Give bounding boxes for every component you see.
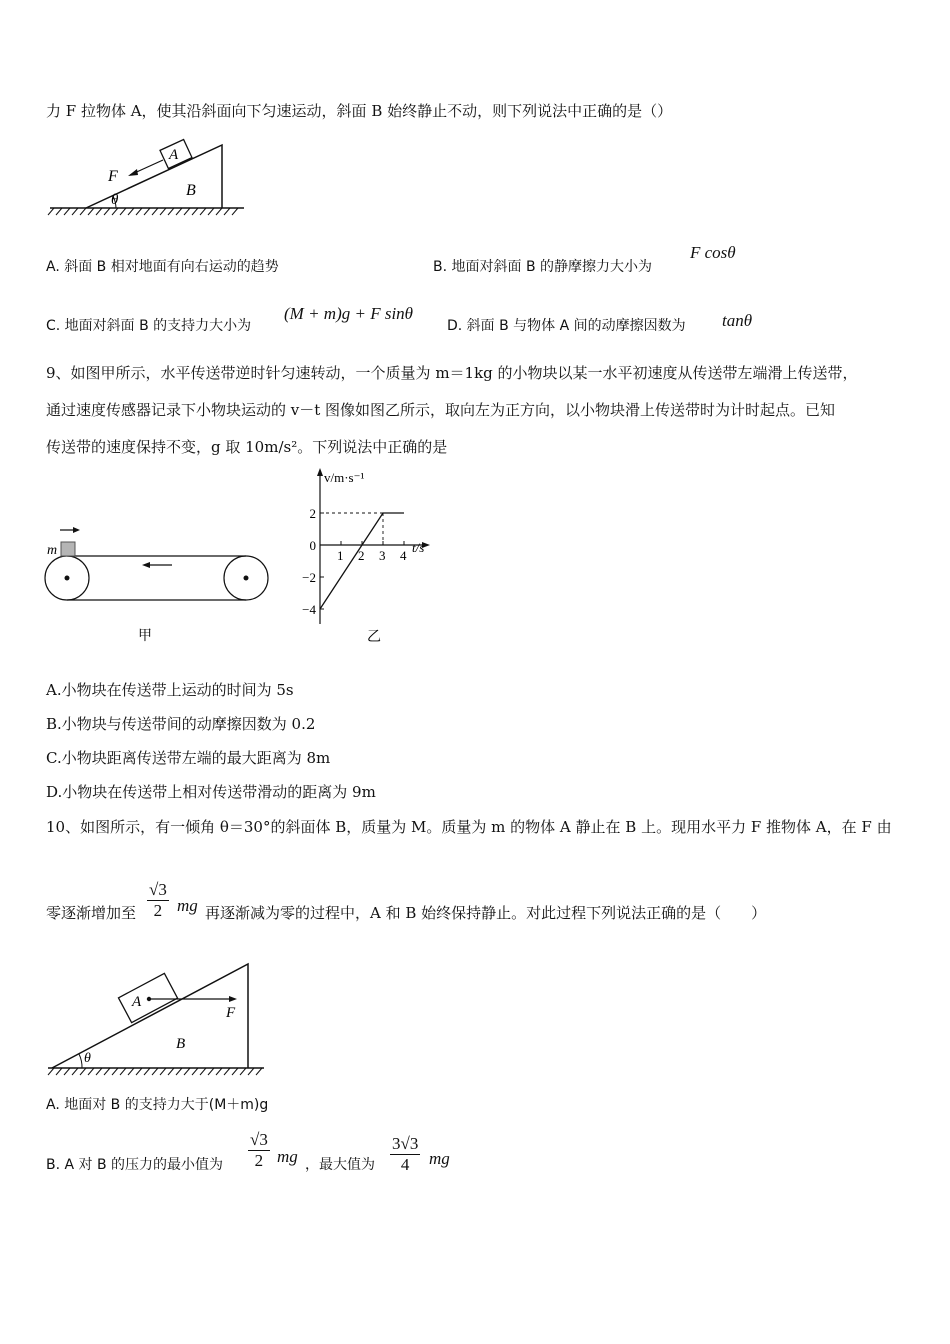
q10-option-b-max-mg: mg [429,1149,450,1168]
q10-stem-line2a: 零逐渐增加至 [46,904,137,922]
q8-option-c: C. 地面对斜面 B 的支持力大小为 [46,318,252,334]
q10-label-b: B [176,1036,186,1052]
q9-stem-line3: 传送带的速度保持不变，g 取 10m/s²。下列说法中正确的是 [46,438,448,456]
fig-jia-label: 甲 [138,629,152,644]
q9-option-b: B.小物块与传送带间的动摩擦因数为 0.2 [46,715,316,733]
fraction-numerator: √3 [149,880,167,899]
q10-fraction-sqrt3-over-2 [147,880,169,921]
q10-option-b-min-fraction [248,1130,270,1171]
q10-mg: mg [177,896,198,915]
q8-label-b: B [186,182,196,199]
q10-label-theta: θ [84,1051,91,1066]
vt-y-tick-label: 2 [309,506,316,521]
q10-option-b-mid: ，最大值为 [305,1157,375,1173]
q8-label-f: F [108,168,118,185]
vt-x-tick-label: 4 [400,548,407,563]
q8-label-a: A [169,147,179,163]
q8-incline-figure [46,135,246,225]
q9-option-c: C.小物块距离传送带左端的最大距离为 8m [46,749,331,767]
vt-y-tick-label: −2 [302,570,316,585]
q10-incline-figure [46,958,276,1083]
fig-yi-label: 乙 [367,630,381,645]
vt-y-tick-label: 0 [309,538,316,553]
conveyor-belt-figure [44,522,274,652]
q8-option-b-expr: F cosθ [690,243,736,262]
q8-option-d-expr: tanθ [722,311,753,330]
q8-option-a: A. 斜面 B 相对地面有向右运动的趋势 [46,259,279,275]
vt-y-axis-label: v/m·s⁻¹ [324,470,365,485]
q10-option-b-pre: B. A 对 B 的压力的最小值为 [46,1157,224,1173]
q10-option-b-min-mg: mg [277,1147,298,1166]
q10-stem-line2b: 再逐渐减为零的过程中，A 和 B 始终保持静止。对此过程下列说法正确的是（ ） [205,904,767,922]
vt-x-tick-label: 2 [358,548,365,563]
q8-option-d: D. 斜面 B 与物体 A 间的动摩擦因数为 [447,318,686,334]
vt-x-tick-label: 1 [337,548,344,563]
fraction-denominator: 4 [400,1155,410,1174]
q8-option-c-expr: (M + m)g + F sinθ [284,304,414,323]
vt-graph [290,460,450,660]
q10-stem-line1: 10、如图所示，有一倾角 θ＝30°的斜面体 B，质量为 M。质量为 m 的物体 A 静止在 B 上。现用水平力 F 推物体 A，在 F 由 [46,818,892,836]
q10-label-f: F [226,1005,236,1021]
vt-y-tick-label: −4 [302,602,316,617]
fraction-numerator: √3 [250,1130,268,1149]
q8-label-theta: θ [111,192,119,208]
fraction-numerator: 3√3 [392,1134,419,1153]
q9-option-d: D.小物块在传送带上相对传送带滑动的距离为 9m [46,783,376,801]
q10-label-a: A [132,994,142,1010]
q10-option-b-max-fraction [390,1134,420,1175]
q9-stem-line1: 9、如图甲所示，水平传送带逆时针匀速转动，一个质量为 m＝1kg 的小物块以某一水平初速度从传送带左端滑上传送带， [46,364,858,382]
q9-stem-line2: 通过速度传感器记录下小物块运动的 v－t 图像如图乙所示，取向左为正方向，以小物块滑上传送带时为计时起点。已知 [46,401,836,419]
conveyor-mass-label: m [47,543,58,558]
q9-option-a: A.小物块在传送带上运动的时间为 5s [46,681,294,699]
q8-option-b: B. 地面对斜面 B 的静摩擦力大小为 [433,259,653,275]
q10-option-a: A. 地面对 B 的支持力大于(M＋m)g [46,1097,269,1113]
vt-x-tick-label: 3 [379,548,386,563]
q8-stem: 力 F 拉物体 A，使其沿斜面向下匀速运动，斜面 B 始终静止不动，则下列说法中正确的是（） [46,102,673,120]
fraction-denominator: 2 [254,1151,264,1170]
fraction-denominator: 2 [153,901,163,920]
vt-x-axis-label: t/s [412,540,425,555]
